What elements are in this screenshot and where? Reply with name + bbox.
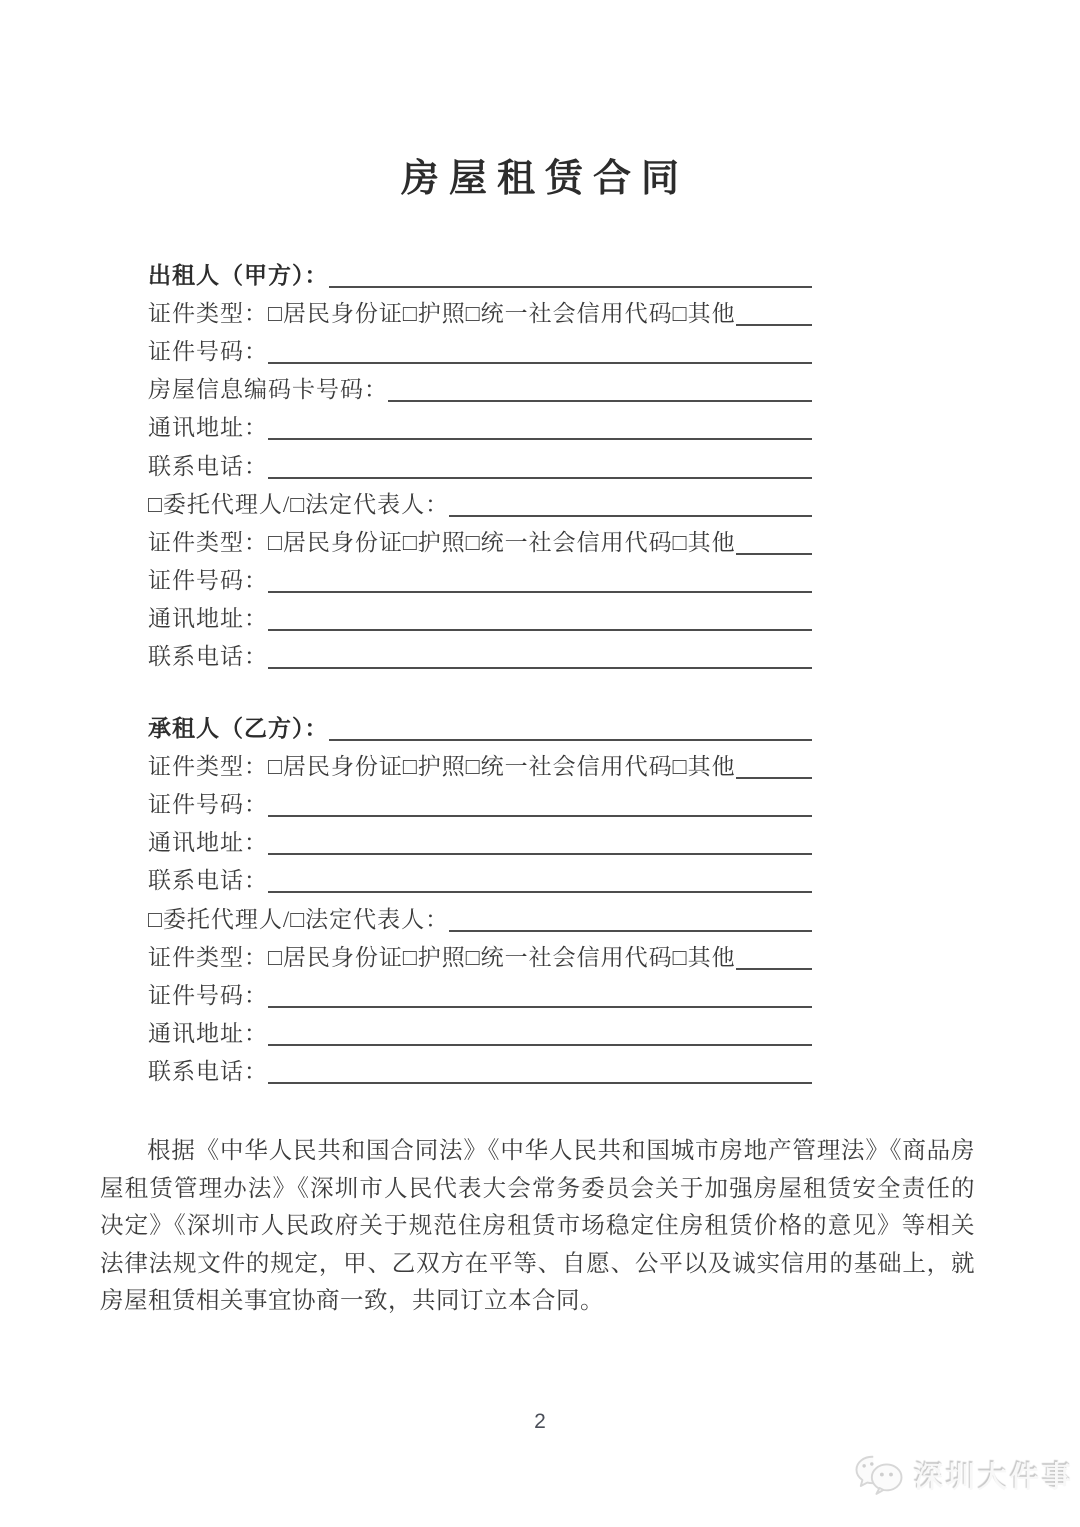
id-number-label: 证件号码： bbox=[148, 982, 268, 1008]
fill-in-line bbox=[268, 667, 812, 669]
fill-in-line bbox=[268, 1006, 812, 1008]
agent-phone-row bbox=[148, 1050, 812, 1088]
fill-in-line bbox=[268, 1044, 812, 1046]
doc-type-label: 证件类型：□居民身份证□护照□统一社会信用代码□其他 bbox=[148, 944, 736, 970]
agent-id-number-row bbox=[148, 974, 812, 1012]
fill-in-line bbox=[329, 286, 813, 288]
fill-in-line bbox=[268, 1082, 812, 1084]
lessor-label: 出租人（甲方）： bbox=[148, 263, 329, 289]
phone-label: 联系电话： bbox=[148, 453, 268, 479]
id-number-row bbox=[148, 783, 812, 821]
fill-in-line bbox=[268, 362, 812, 364]
agent-phone-row bbox=[148, 635, 812, 673]
agent-label: □委托代理人/□法定代表人： bbox=[148, 491, 450, 517]
fill-in-line bbox=[736, 324, 812, 326]
legal-basis-paragraph: 根据《中华人民共和国合同法》《中华人民共和国城市房地产管理法》《商品房屋租赁管理办法》《深圳市人民代表大会常务委员会关于加强房屋租赁安全责任的决定》《深圳市人民政府关于规范住房租赁市场稳定住房租赁价格的意见》等相关法律法规文件的规定，甲、乙双方在平等、自愿、公平以及诚实信用的基础上，就房屋租赁相关事宜协商一致，共同订立本合同。 bbox=[100, 1138, 975, 1315]
phone-label: 联系电话： bbox=[148, 644, 268, 670]
address-label: 通讯地址： bbox=[148, 1020, 268, 1046]
phone-row bbox=[148, 444, 812, 482]
fill-in-line bbox=[329, 739, 813, 741]
fill-in-line bbox=[268, 591, 812, 593]
page-number: 2 bbox=[534, 1410, 546, 1433]
housing-code-card-label: 房屋信息编码卡号码： bbox=[148, 377, 388, 403]
fill-in-line bbox=[736, 777, 812, 779]
address-row bbox=[148, 821, 812, 859]
address-label: 通讯地址： bbox=[148, 415, 268, 441]
fill-in-line bbox=[736, 553, 812, 555]
doc-type-label: 证件类型：□居民身份证□护照□统一社会信用代码□其他 bbox=[148, 301, 736, 327]
id-number-label: 证件号码： bbox=[148, 567, 268, 593]
lessee-heading-row bbox=[148, 707, 812, 745]
page-title: 房屋租赁合同 bbox=[400, 158, 689, 200]
agent-row bbox=[148, 483, 812, 521]
fill-in-line bbox=[268, 477, 812, 479]
fill-in-line bbox=[388, 400, 812, 402]
lessee-label: 承租人（乙方）： bbox=[148, 716, 329, 742]
agent-id-number-row bbox=[148, 559, 812, 597]
fill-in-line bbox=[268, 815, 812, 817]
id-number-label: 证件号码： bbox=[148, 339, 268, 365]
id-number-label: 证件号码： bbox=[148, 792, 268, 818]
housing-code-card-row bbox=[148, 368, 812, 406]
phone-row bbox=[148, 859, 812, 897]
doc-type-label: 证件类型：□居民身份证□护照□统一社会信用代码□其他 bbox=[148, 754, 736, 780]
lessor-heading-row bbox=[148, 254, 812, 292]
party-b-section bbox=[148, 707, 812, 1088]
agent-address-row bbox=[148, 1012, 812, 1050]
watermark-text: 深圳大件事 bbox=[914, 1461, 1075, 1494]
fill-in-line bbox=[736, 968, 812, 970]
party-a-section bbox=[148, 254, 812, 673]
phone-label: 联系电话： bbox=[148, 1058, 268, 1084]
doc-type-row bbox=[148, 292, 812, 330]
agent-row bbox=[148, 897, 812, 935]
agent-doc-type-row bbox=[148, 521, 812, 559]
phone-label: 联系电话： bbox=[148, 868, 268, 894]
fill-in-line bbox=[268, 891, 812, 893]
fill-in-line bbox=[449, 930, 812, 932]
address-label: 通讯地址： bbox=[148, 605, 268, 631]
wechat-bubbles-icon bbox=[850, 1452, 908, 1498]
agent-doc-type-row bbox=[148, 936, 812, 974]
fill-in-line bbox=[268, 853, 812, 855]
agent-address-row bbox=[148, 597, 812, 635]
doc-type-label: 证件类型：□居民身份证□护照□统一社会信用代码□其他 bbox=[148, 529, 736, 555]
address-label: 通讯地址： bbox=[148, 830, 268, 856]
id-number-row bbox=[148, 330, 812, 368]
agent-label: □委托代理人/□法定代表人： bbox=[148, 906, 450, 932]
fill-in-line bbox=[268, 629, 812, 631]
watermark bbox=[850, 1452, 1074, 1498]
doc-type-row bbox=[148, 745, 812, 783]
address-row bbox=[148, 406, 812, 444]
fill-in-line bbox=[449, 515, 812, 517]
fill-in-line bbox=[268, 438, 812, 440]
